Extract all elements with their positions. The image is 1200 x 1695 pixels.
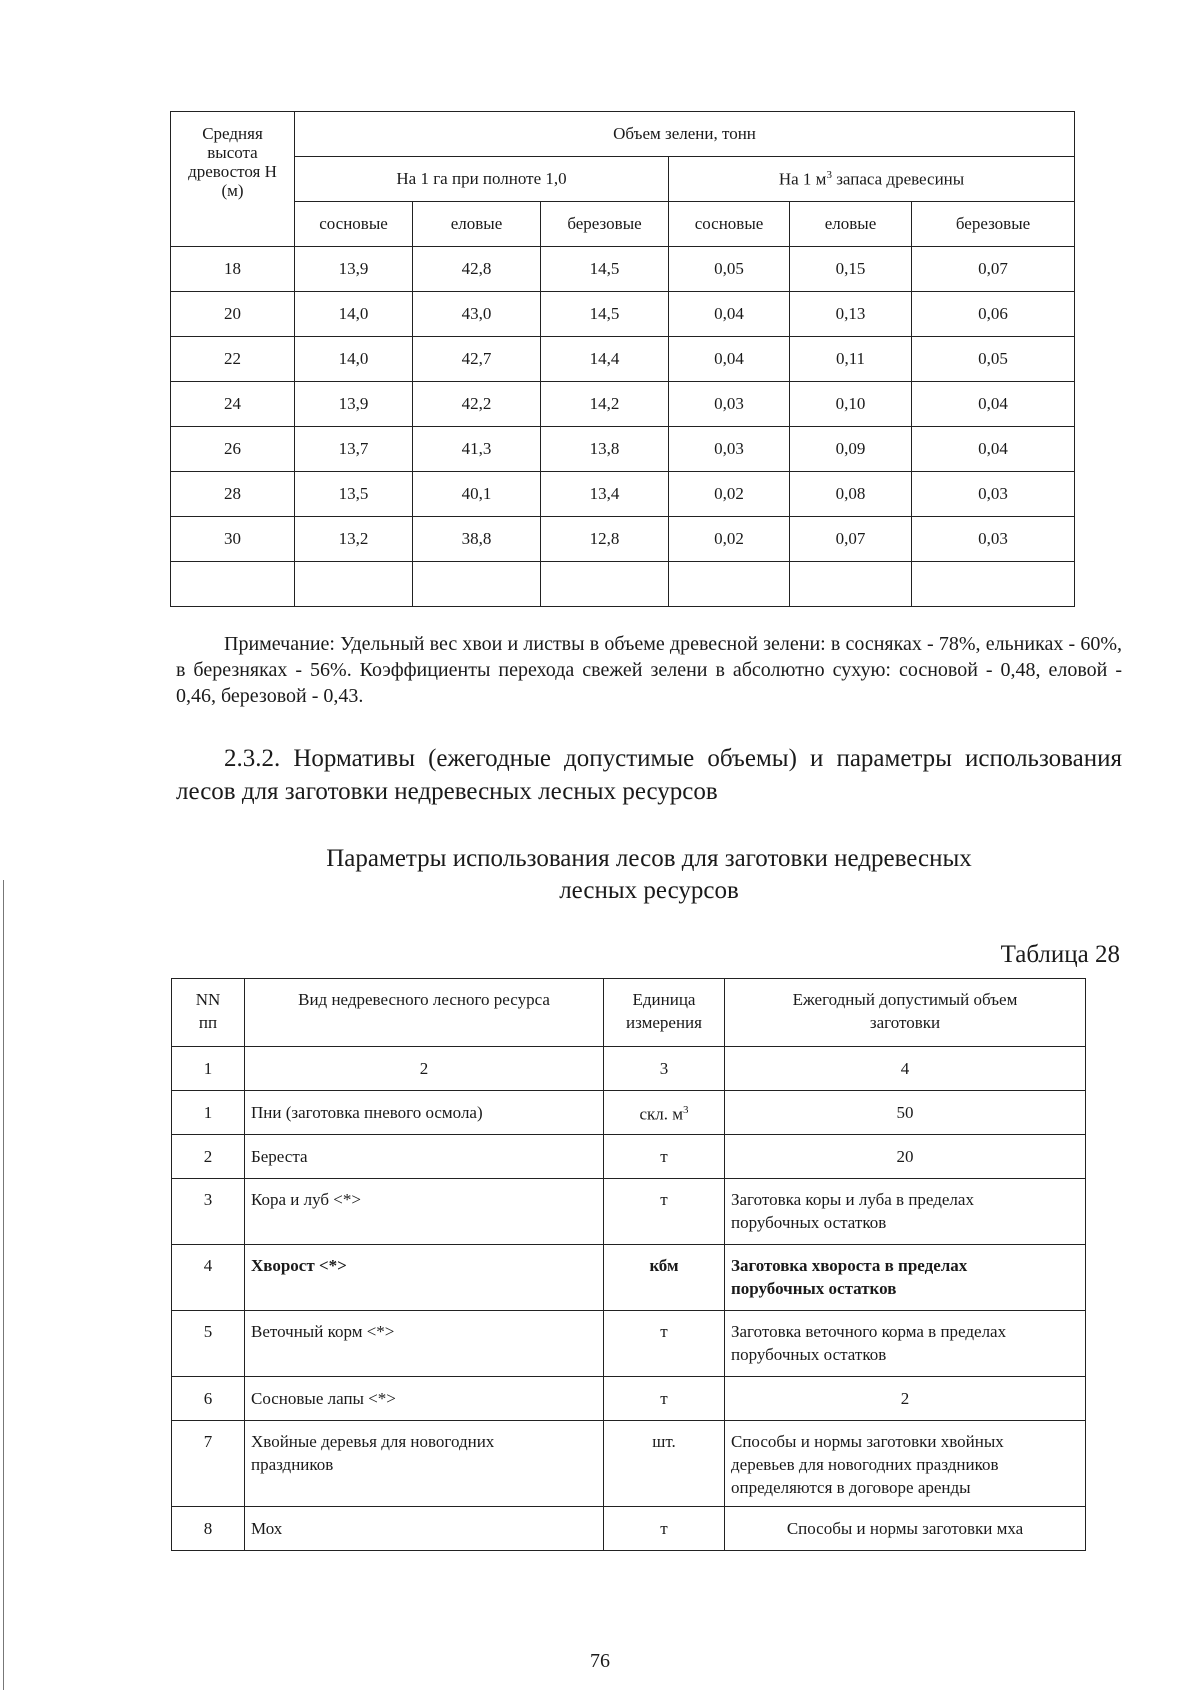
table-cell: 0,07 xyxy=(790,517,912,562)
table-cell: 0,09 xyxy=(790,427,912,472)
per-cubic-meter-header: На 1 $м^3$ запаса древесины xyxy=(669,157,1075,202)
table-cell: 0,03 xyxy=(912,517,1075,562)
unit-of-measure: т xyxy=(604,1377,725,1421)
table-cell: 14,5 xyxy=(541,292,669,337)
table-row xyxy=(172,1245,1086,1311)
table-cell xyxy=(790,562,912,607)
table-caption: Таблица 28 xyxy=(1000,941,1120,968)
resource-name: Хворост <*> xyxy=(245,1245,604,1311)
table-cell xyxy=(413,562,541,607)
table-cell: 0,02 xyxy=(669,517,790,562)
unit-of-measure: т xyxy=(604,1179,725,1245)
table-row xyxy=(172,1311,1086,1377)
table-cell: 0,04 xyxy=(912,382,1075,427)
table-cell: 13,2 xyxy=(295,517,413,562)
table-row xyxy=(172,1179,1086,1245)
resource-name: Береста xyxy=(245,1135,604,1179)
table-cell: 13,9 xyxy=(295,382,413,427)
table-cell: 0,04 xyxy=(669,292,790,337)
unit-of-measure: кбм xyxy=(604,1245,725,1311)
table-cell: 0,11 xyxy=(790,337,912,382)
resource-rows xyxy=(172,1091,1086,1551)
table-cell: 40,1 xyxy=(413,472,541,517)
page-number: 76 xyxy=(590,1650,610,1672)
table-row xyxy=(171,517,1075,562)
table-cell: 41,3 xyxy=(413,427,541,472)
allowed-volume: Заготовка веточного корма в пределах порубочных остатков xyxy=(725,1311,1086,1377)
table-cell: 43,0 xyxy=(413,292,541,337)
table-cell: 12,8 xyxy=(541,517,669,562)
table-cell xyxy=(669,562,790,607)
table-cell: 42,7 xyxy=(413,337,541,382)
allowed-volume: 20 xyxy=(725,1135,1086,1179)
table-cell: 26 xyxy=(171,427,295,472)
table-note: Примечание: Удельный вес хвои и листвы в объеме древесной зелени: в сосняках - 78%, ельниках - 60%, в березняках - 56%. Коэффициенты перехода свежей зелени в абсолютно сухую: сосновой - 0,48, еловой - 0,46, березовой - 0,43. xyxy=(176,633,1122,707)
table-cell: 0,03 xyxy=(912,472,1075,517)
table-cell: 13,4 xyxy=(541,472,669,517)
table-row xyxy=(172,1135,1086,1179)
table-row xyxy=(171,562,1075,607)
row-number: 4 xyxy=(172,1245,245,1311)
green-mass-rows xyxy=(171,247,1075,607)
col-number: 4 xyxy=(725,1047,1086,1091)
table-row xyxy=(172,1421,1086,1507)
table-cell: 14,2 xyxy=(541,382,669,427)
allowed-volume: 2 xyxy=(725,1377,1086,1421)
col-number: 1 xyxy=(172,1047,245,1091)
table-cell: 42,2 xyxy=(413,382,541,427)
allowed-volume: Способы и нормы заготовки мха xyxy=(725,1507,1086,1551)
unit-header: Единица измерения xyxy=(604,979,725,1047)
table-cell: 14,5 xyxy=(541,247,669,292)
resource-name: Мох xyxy=(245,1507,604,1551)
row-number: 3 xyxy=(172,1179,245,1245)
table-cell: 28 xyxy=(171,472,295,517)
subheader-pine: сосновые xyxy=(669,202,790,247)
table-cell: 0,05 xyxy=(912,337,1075,382)
subheader-spruce: еловые xyxy=(413,202,541,247)
table-cell xyxy=(541,562,669,607)
row-number: 6 xyxy=(172,1377,245,1421)
row-number: 2 xyxy=(172,1135,245,1179)
table-cell: 0,05 xyxy=(669,247,790,292)
unit-of-measure: т xyxy=(604,1311,725,1377)
subheader-pine: сосновые xyxy=(295,202,413,247)
section-heading: 2.3.2. Нормативы (ежегодные допустимые объемы) и параметры использования лесов для заготовки недревесных лесных ресурсов xyxy=(176,745,1122,805)
table-row xyxy=(172,1377,1086,1421)
unit-of-measure: скл. $м^3$ xyxy=(604,1091,725,1135)
unit-of-measure: т xyxy=(604,1507,725,1551)
table-cell: 13,7 xyxy=(295,427,413,472)
table-row xyxy=(171,247,1075,292)
unit-of-measure: шт. xyxy=(604,1421,725,1507)
allowed-volume: Заготовка хвороста в пределах порубочных остатков xyxy=(725,1245,1086,1311)
table-cell: 13,9 xyxy=(295,247,413,292)
row-number: 5 xyxy=(172,1311,245,1377)
green-mass-table xyxy=(170,111,1075,607)
num-header: NN пп xyxy=(172,979,245,1047)
table-cell: 13,5 xyxy=(295,472,413,517)
table-cell xyxy=(295,562,413,607)
volume-header: Ежегодный допустимый объем заготовки xyxy=(725,979,1086,1047)
table-cell: 14,0 xyxy=(295,337,413,382)
non-timber-resources-table xyxy=(171,978,1086,1551)
row-number: 7 xyxy=(172,1421,245,1507)
height-column-header: Средняя высота древостоя Н (м) xyxy=(171,112,295,247)
resource-name: Веточный корм <*> xyxy=(245,1311,604,1377)
row-number: 1 xyxy=(172,1091,245,1135)
table-row xyxy=(172,1507,1086,1551)
table-row xyxy=(171,382,1075,427)
resource-name: Кора и луб <*> xyxy=(245,1179,604,1245)
table-cell: 0,04 xyxy=(669,337,790,382)
table-row xyxy=(171,292,1075,337)
table-cell: 0,15 xyxy=(790,247,912,292)
unit-of-measure: т xyxy=(604,1135,725,1179)
table-cell: 0,03 xyxy=(669,427,790,472)
table-cell: 38,8 xyxy=(413,517,541,562)
subheader-birch: березовые xyxy=(912,202,1075,247)
scan-edge-line xyxy=(3,880,4,1690)
row-number: 8 xyxy=(172,1507,245,1551)
table-cell: 18 xyxy=(171,247,295,292)
table-cell xyxy=(171,562,295,607)
col-number: 2 xyxy=(245,1047,604,1091)
green-volume-header: Объем зелени, тонн xyxy=(295,112,1075,157)
subheader-spruce: еловые xyxy=(790,202,912,247)
resource-header: Вид недревесного лесного ресурса xyxy=(245,979,604,1047)
allowed-volume: 50 xyxy=(725,1091,1086,1135)
allowed-volume: Способы и нормы заготовки хвойных деревьев для новогодних праздников определяются в договоре аренды xyxy=(725,1421,1086,1507)
resource-name: Хвойные деревья для новогодних праздников xyxy=(245,1421,604,1507)
table-cell: 22 xyxy=(171,337,295,382)
resource-name: Пни (заготовка пневого осмола) xyxy=(245,1091,604,1135)
table-cell: 0,03 xyxy=(669,382,790,427)
table-cell: 0,06 xyxy=(912,292,1075,337)
table-cell: 30 xyxy=(171,517,295,562)
col-number: 3 xyxy=(604,1047,725,1091)
per-hectare-header: На 1 га при полноте 1,0 xyxy=(295,157,669,202)
table-cell: 20 xyxy=(171,292,295,337)
table-cell: 0,10 xyxy=(790,382,912,427)
table-cell: 0,07 xyxy=(912,247,1075,292)
resource-name: Сосновые лапы <*> xyxy=(245,1377,604,1421)
table-cell: 42,8 xyxy=(413,247,541,292)
table-cell: 24 xyxy=(171,382,295,427)
table-cell: 0,04 xyxy=(912,427,1075,472)
table-cell: 0,08 xyxy=(790,472,912,517)
table-row xyxy=(171,427,1075,472)
table-title: Параметры использования лесов для заготовки недревесных лесных ресурсов xyxy=(326,845,972,904)
table-cell: 14,0 xyxy=(295,292,413,337)
allowed-volume: Заготовка коры и луба в пределах порубочных остатков xyxy=(725,1179,1086,1245)
table-row xyxy=(171,472,1075,517)
table-cell: 13,8 xyxy=(541,427,669,472)
table-cell: 14,4 xyxy=(541,337,669,382)
table-row xyxy=(172,1091,1086,1135)
subheader-birch: березовые xyxy=(541,202,669,247)
table-row xyxy=(171,337,1075,382)
table-cell: 0,02 xyxy=(669,472,790,517)
table-cell: 0,13 xyxy=(790,292,912,337)
table-cell xyxy=(912,562,1075,607)
